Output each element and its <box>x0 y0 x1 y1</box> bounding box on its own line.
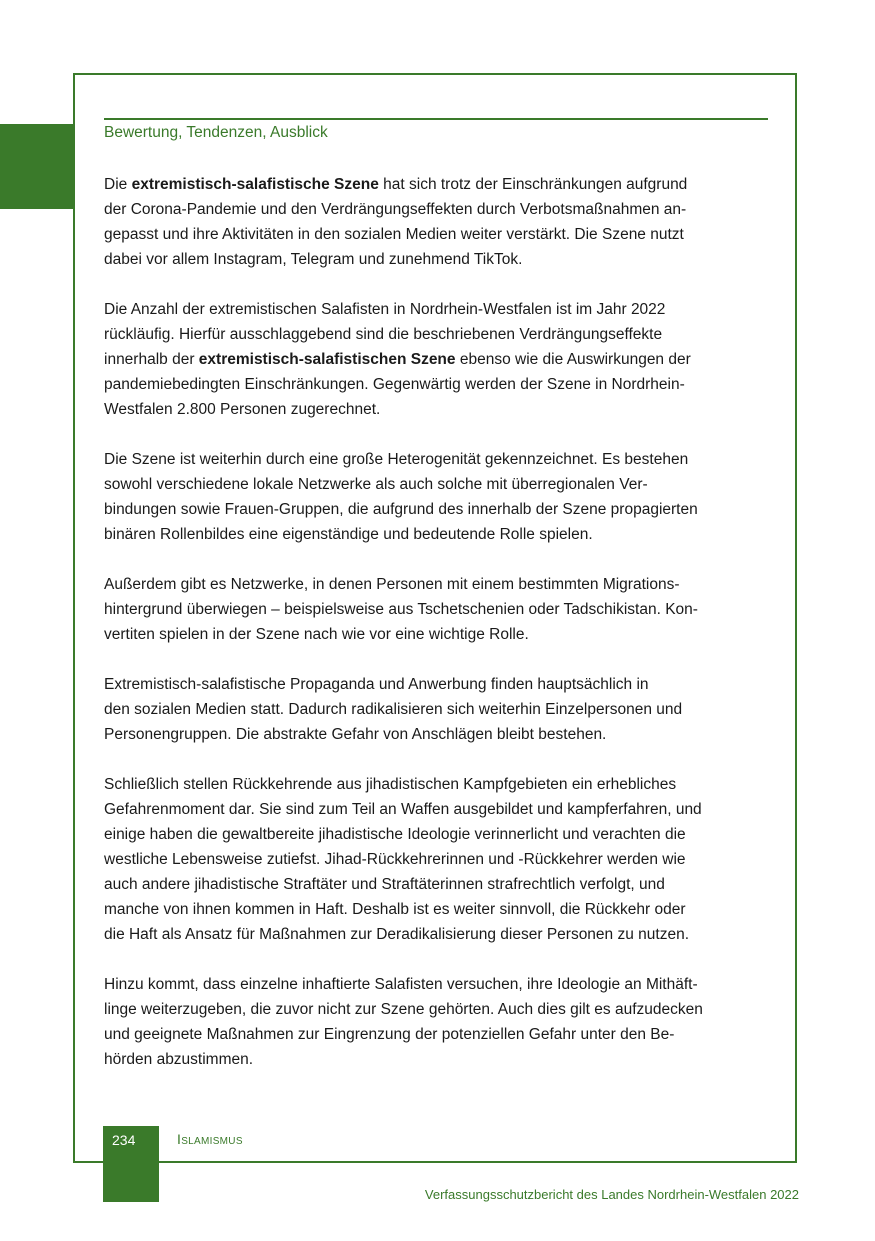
text-run: linge weiterzugeben, die zuvor nicht zur Szene gehörten. Auch dies gilt es aufzudecken <box>104 1001 703 1018</box>
text-run: ebenso wie die Auswirkungen der <box>455 351 691 368</box>
text-run: auch andere jihadistische Straftäter und Straftäterinnen strafrechtlich verfolgt, und <box>104 876 665 893</box>
body-text <box>104 172 772 1097</box>
paragraph <box>104 297 772 422</box>
text-run: rückläufig. Hierfür ausschlaggebend sind die beschriebenen Verdrängungseffekte <box>104 326 663 343</box>
text-run: dabei vor allem Instagram, Telegram und zunehmend TikTok. <box>104 251 523 268</box>
text-run: die Haft als Ansatz für Maßnahmen zur Deradikalisierung dieser Personen zu nutzen. <box>104 926 689 943</box>
text-run: gepasst und ihre Aktivitäten in den sozialen Medien weiter verstärkt. Die Szene nutzt <box>104 226 684 243</box>
paragraph <box>104 972 772 1072</box>
bold-term: extremistisch-salafistische Szene <box>131 176 379 193</box>
paragraph <box>104 572 772 647</box>
text-run: der Corona-Pandemie und den Verdrängungseffekten durch Verbotsmaßnahmen an- <box>104 201 687 218</box>
text-run: innerhalb der <box>104 351 199 368</box>
paragraph <box>104 772 772 947</box>
side-color-tab <box>0 124 75 209</box>
text-run: Hinzu kommt, dass einzelne inhaftierte Salafisten versuchen, ihre Ideologie an Mithäft- <box>104 976 698 993</box>
footer-publication: Verfassungsschutzbericht des Landes Nordrhein-Westfalen 2022 <box>424 1187 799 1202</box>
bold-term: extremistisch-salafistischen Szene <box>198 351 456 368</box>
text-run: und geeignete Maßnahmen zur Eingrenzung der potenziellen Gefahr unter den Be- <box>104 1026 675 1043</box>
text-run: den sozialen Medien statt. Dadurch radikalisieren sich weiterhin Einzelpersonen und <box>104 701 683 718</box>
text-run: Schließlich stellen Rückkehrende aus jihadistischen Kampfgebieten ein erhebliches <box>104 776 677 793</box>
text-run: hörden abzustimmen. <box>104 1051 254 1068</box>
text-run: westliche Lebensweise zutiefst. Jihad-Rückkehrerinnen und -Rückkehrer werden wie <box>104 851 686 868</box>
page-number-box <box>103 1126 159 1202</box>
text-run: Westfalen 2.800 Personen zugerechnet. <box>104 401 381 418</box>
text-run: Die Szene ist weiterhin durch eine große Heterogenität gekennzeichnet. Es bestehen <box>104 451 689 468</box>
text-run: Personengruppen. Die abstrakte Gefahr von Anschlägen bleibt bestehen. <box>104 726 607 743</box>
text-run: vertiten spielen in der Szene nach wie vor eine wichtige Rolle. <box>104 626 529 643</box>
text-run: Die Anzahl der extremistischen Salafisten in Nordrhein-Westfalen ist im Jahr 2022 <box>104 301 666 318</box>
section-title: Bewertung, Tendenzen, Ausblick <box>104 124 328 141</box>
text-run: pandemiebedingten Einschränkungen. Gegenwärtig werden der Szene in Nordrhein- <box>104 376 685 393</box>
chapter-label: Islamismus <box>177 1131 243 1147</box>
text-run: manche von ihnen kommen in Haft. Deshalb ist es weiter sinnvoll, die Rückkehr oder <box>104 901 686 918</box>
paragraph <box>104 447 772 547</box>
header-rule <box>104 118 768 120</box>
paragraph <box>104 172 772 272</box>
text-run: hintergrund überwiegen – beispielsweise aus Tschetschenien oder Tadschikistan. Kon- <box>104 601 698 618</box>
text-run: sowohl verschiedene lokale Netzwerke als auch solche mit überregionalen Ver- <box>104 476 648 493</box>
text-run: binären Rollenbildes eine eigenständige und bedeutende Rolle spielen. <box>104 526 593 543</box>
text-run: bindungen sowie Frauen-Gruppen, die aufgrund des innerhalb der Szene propagierten <box>104 501 698 518</box>
text-run: Die <box>104 176 132 193</box>
page-number: 234 <box>112 1132 136 1148</box>
text-run: einige haben die gewaltbereite jihadistische Ideologie verinnerlicht und verachten die <box>104 826 686 843</box>
text-run: Extremistisch-salafistische Propaganda und Anwerbung finden hauptsächlich in <box>104 676 649 693</box>
paragraph <box>104 672 772 747</box>
text-run: Außerdem gibt es Netzwerke, in denen Personen mit einem bestimmten Migrations- <box>104 576 680 593</box>
text-run: Gefahrenmoment dar. Sie sind zum Teil an Waffen ausgebildet und kampferfahren, und <box>104 801 702 818</box>
text-run: hat sich trotz der Einschränkungen aufgrund <box>378 176 688 193</box>
